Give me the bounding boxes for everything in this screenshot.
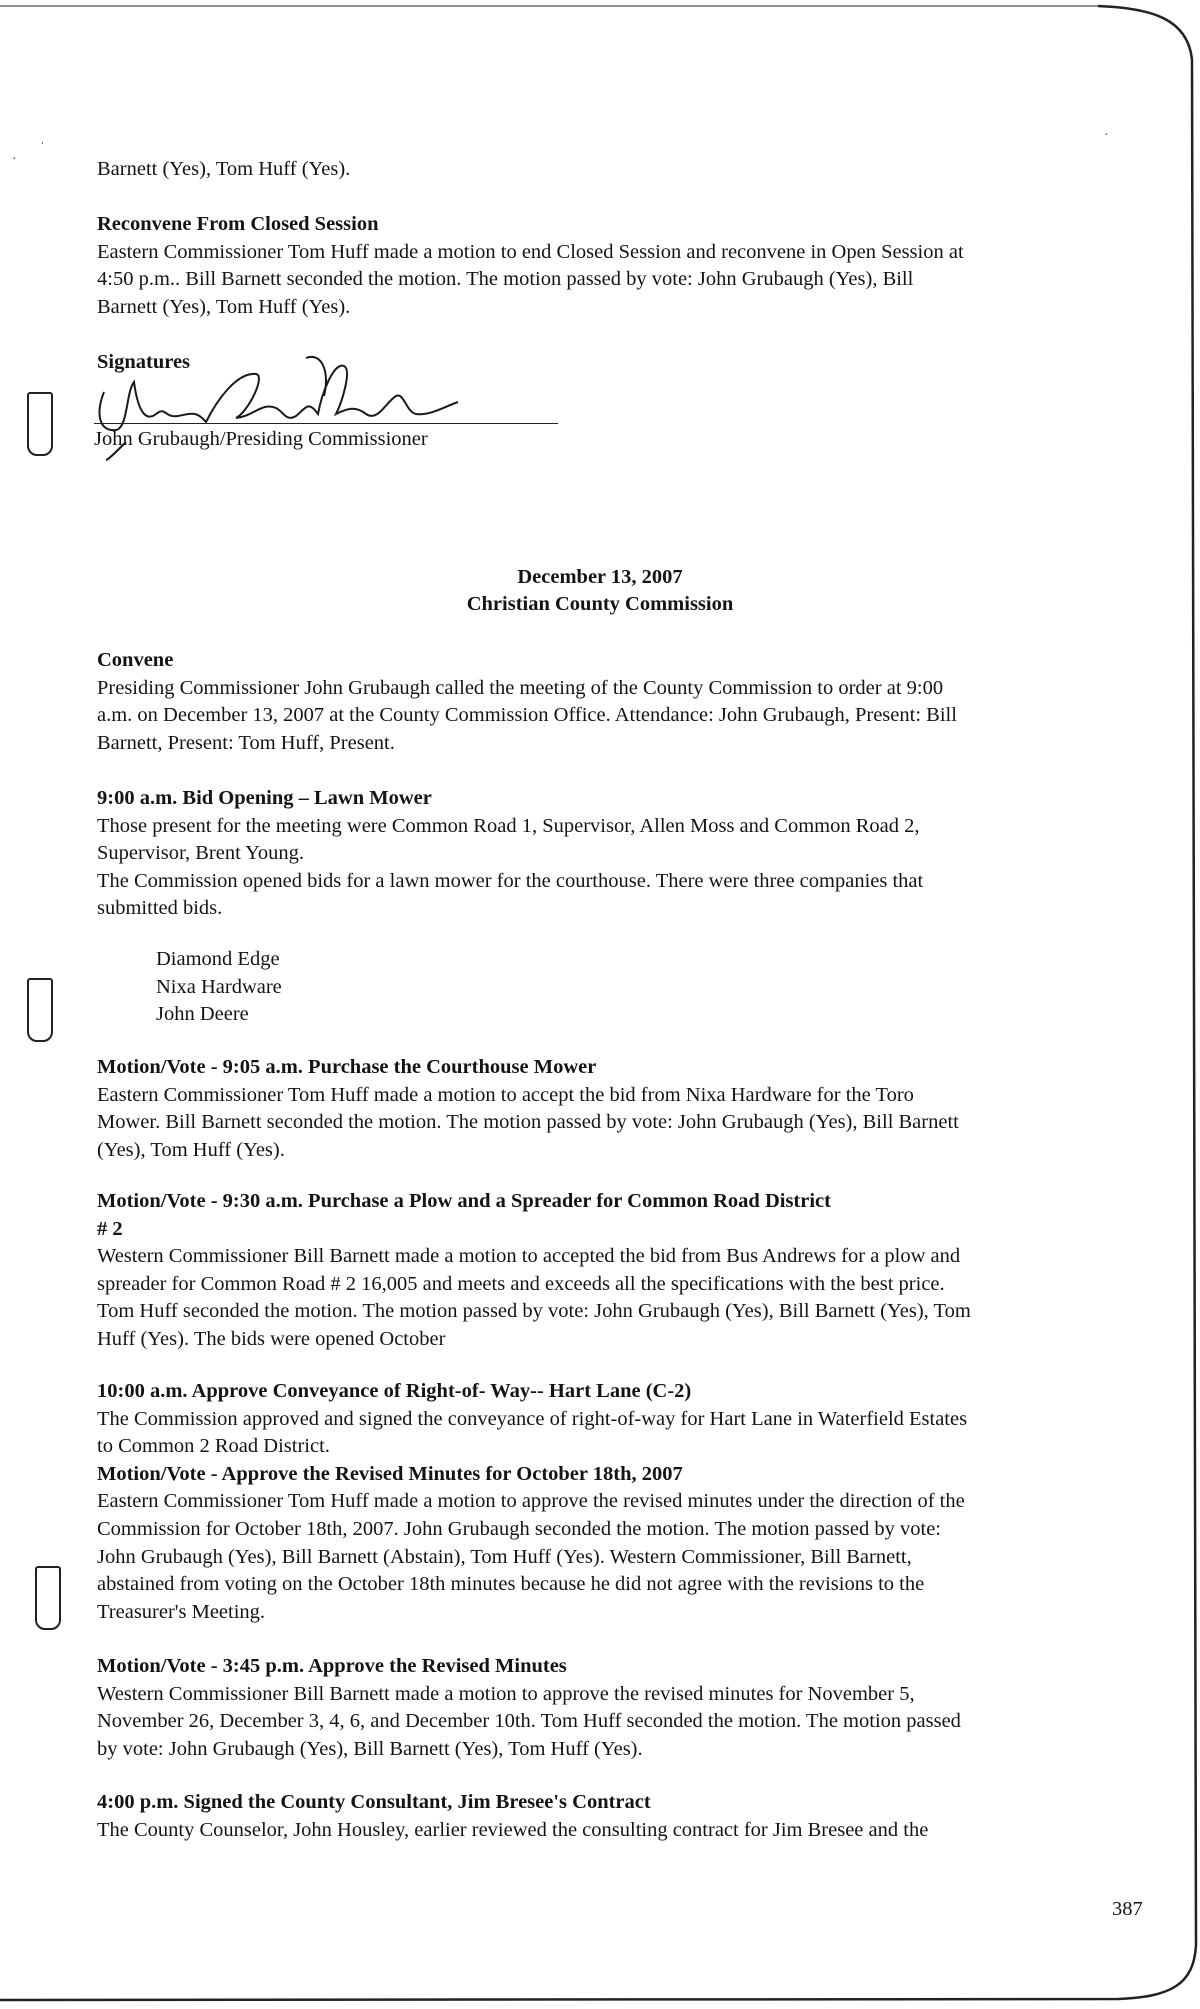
body-line: Barnett (Yes), Tom Huff (Yes). <box>97 295 351 318</box>
section-heading: Convene <box>97 649 174 671</box>
body-line: Eastern Commissioner Tom Huff made a motion to approve the revised minutes under the direction of the <box>97 1490 965 1513</box>
body-line: The County Counselor, John Housley, earlier reviewed the consulting contract for Jim Bresee and the <box>97 1818 929 1841</box>
section-consultant <box>97 1789 1117 1844</box>
section-heading: Signatures <box>97 351 191 373</box>
body-line: Western Commissioner Bill Barnett made a motion to accepted the bid from Bus Andrews for a plow and <box>97 1245 961 1268</box>
body-line: John Grubaugh (Yes), Bill Barnett (Abstain), Tom Huff (Yes). Western Commissioner, Bill Barnett, <box>97 1545 912 1568</box>
body-line: Barnett, Present: Tom Huff, Present. <box>97 731 395 754</box>
punch-hole-middle <box>27 978 53 1042</box>
body-line: Huff (Yes). The bids were opened October <box>97 1327 446 1350</box>
body-line: Those present for the meeting were Common Road 1, Supervisor, Allen Moss and Common Road 2, <box>97 814 920 837</box>
continuation-line: Barnett (Yes), Tom Huff (Yes). <box>97 158 351 180</box>
body-line: The Commission approved and signed the conveyance of right-of-way for Hart Lane in Waterfield Estates <box>97 1407 968 1430</box>
body-line: a.m. on December 13, 2007 at the County Commission Office. Attendance: John Grubaugh, Present: Bill <box>97 704 957 727</box>
scan-speck: · <box>12 152 17 167</box>
body-line: The Commission opened bids for a lawn mower for the courthouse. There were three companies that <box>97 869 924 892</box>
section-heading: Motion/Vote - 3:45 p.m. Approve the Revised Minutes <box>97 1655 567 1677</box>
section-revised-minutes <box>97 1653 1117 1763</box>
meeting-body: Christian County Commission <box>466 593 734 615</box>
section-convene <box>97 647 1117 757</box>
scan-speck: · <box>1104 128 1109 143</box>
body-line: (Yes), Tom Huff (Yes). <box>97 1138 285 1161</box>
section-mower-vote <box>97 1054 1117 1164</box>
section-heading: Reconvene From Closed Session <box>97 213 379 235</box>
body-line: to Common 2 Road District. <box>97 1435 330 1458</box>
body-line: Western Commissioner Bill Barnett made a motion to approve the revised minutes for November 5, <box>97 1682 915 1705</box>
body-line: Commission for October 18th, 2007. John Grubaugh seconded the motion. The motion passed by vote: <box>97 1517 942 1540</box>
section-heading: Motion/Vote - 9:30 a.m. Purchase a Plow and a Spreader for Common Road District <box>97 1190 831 1212</box>
body-line: Eastern Commissioner Tom Huff made a motion to accept the bid from Nixa Hardware for the Toro <box>97 1083 914 1106</box>
page-number: 387 <box>1112 1898 1143 1920</box>
body-line: Mower. Bill Barnett seconded the motion. The motion passed by vote: John Grubaugh (Yes), Bill Barnett <box>97 1111 959 1134</box>
section-bid-opening <box>97 785 1117 923</box>
section-conveyance <box>97 1378 1117 1626</box>
punch-hole-top <box>27 392 53 456</box>
section-heading: Motion/Vote - 9:05 a.m. Purchase the Courthouse Mower <box>97 1056 597 1078</box>
punch-hole-bottom <box>35 1566 61 1630</box>
body-line: abstained from voting on the October 18th minutes because he did not agree with the revisions to the <box>97 1573 925 1596</box>
list-item: Diamond Edge <box>156 948 280 970</box>
section-reconvene <box>97 211 1117 321</box>
section-heading: 10:00 a.m. Approve Conveyance of Right-of- Way-- Hart Lane (C-2) <box>97 1380 692 1402</box>
list-item: John Deere <box>156 1003 249 1026</box>
body-line: 4:50 p.m.. Bill Barnett seconded the motion. The motion passed by vote: John Grubaugh (Yes), Bill <box>97 268 914 291</box>
body-line: Supervisor, Brent Young. <box>97 842 305 865</box>
body-line: November 26, December 3, 4, 6, and December 10th. Tom Huff seconded the motion. The motion passed <box>97 1710 961 1733</box>
body-line: by vote: John Grubaugh (Yes), Bill Barnett (Yes), Tom Huff (Yes). <box>97 1737 643 1760</box>
section-heading: 4:00 p.m. Signed the County Consultant, Jim Bresee's Contract <box>97 1791 651 1813</box>
section-heading: 9:00 a.m. Bid Opening – Lawn Mower <box>97 787 432 809</box>
continuation-text <box>97 156 1117 184</box>
section-heading-continued: # 2 <box>97 1217 123 1240</box>
section-heading: Motion/Vote - Approve the Revised Minutes for October 18th, 2007 <box>97 1462 683 1485</box>
body-line: Tom Huff seconded the motion. The motion passed by vote: John Grubaugh (Yes), Bill Barnett (Yes), Tom <box>97 1300 971 1323</box>
signature-line <box>94 423 558 424</box>
body-line: submitted bids. <box>97 897 223 920</box>
section-plow-vote <box>97 1188 1117 1354</box>
scan-speck: ˌ <box>40 130 45 145</box>
bidder-list <box>156 946 282 1029</box>
body-line: Eastern Commissioner Tom Huff made a motion to end Closed Session and reconvene in Open Session at <box>97 240 964 263</box>
body-line: Treasurer's Meeting. <box>97 1600 266 1623</box>
meeting-date: December 13, 2007 <box>517 566 683 588</box>
signature-caption: John Grubaugh/Presiding Commissioner <box>94 428 428 450</box>
body-line: spreader for Common Road # 2 16,005 and meets and exceeds all the specifications with the best price. <box>97 1272 945 1295</box>
body-line: Presiding Commissioner John Grubaugh called the meeting of the County Commission to order at 9:00 <box>97 676 944 699</box>
list-item: Nixa Hardware <box>156 975 282 998</box>
